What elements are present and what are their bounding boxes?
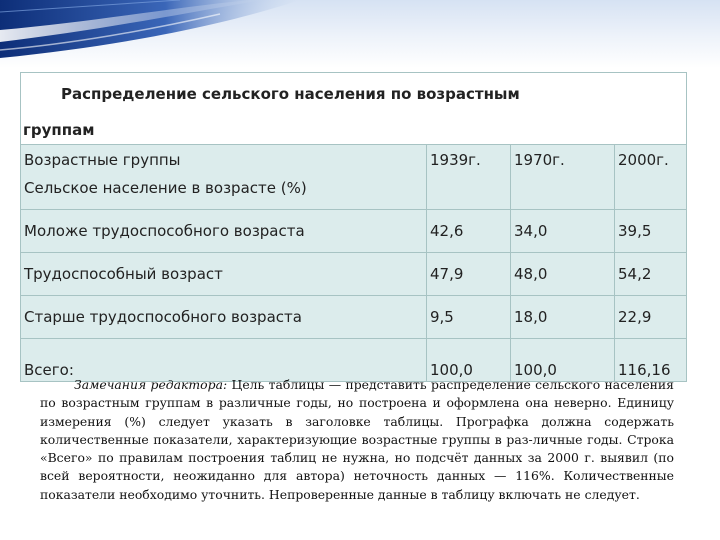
cell-value: 54,2 <box>615 253 687 296</box>
table-title-line2: группам <box>23 121 95 139</box>
cell-value: 22,9 <box>615 296 687 339</box>
header-label: Возрастные группы <box>24 151 181 169</box>
cell-value: 42,6 <box>427 210 511 253</box>
editor-note <box>40 376 674 504</box>
header-sublabel: Сельское население в возрасте (%) <box>24 179 307 197</box>
cell-value: 116,16 <box>615 339 687 382</box>
cell-value: 100,0 <box>427 339 511 382</box>
header-label-cell <box>21 145 427 210</box>
cell-value: 48,0 <box>511 253 615 296</box>
cell-value: 34,0 <box>511 210 615 253</box>
row-label: Трудоспособный возраст <box>21 253 427 296</box>
table-title-line1: Распределение сельского населения по возрастным <box>61 85 520 103</box>
cell-value: 100,0 <box>511 339 615 382</box>
rural-population-table <box>20 72 687 382</box>
table-header-row <box>21 145 687 210</box>
header-year-1939: 1939г. <box>427 145 511 210</box>
editor-note-text: Цель таблицы — представить распределение сельского населения по возрастным группам в различные годы, но построена и оформлена она неверно. Единицу измерения (%) следует указать в заголовке таблицы. Прографка должна содержать количественные показатели, характеризующие возрастные группы в раз-личные годы. Строка «Всего» по правилам построения таблиц не нужна, но подсчёт данных за 2000 г. выявил (по всей вероятности, неожиданно для автора) неточность данных — 116%. Количественные показатели необходимо уточнить. Непроверенные данные в таблицу включать не следует. <box>40 377 674 502</box>
row-label: Старше трудоспособного возраста <box>21 296 427 339</box>
row-label: Всего: <box>21 339 427 382</box>
row-label: Моложе трудоспособного возраста <box>21 210 427 253</box>
table-row <box>21 296 687 339</box>
cell-value: 39,5 <box>615 210 687 253</box>
header-banner <box>0 0 720 68</box>
header-year-1970: 1970г. <box>511 145 615 210</box>
table-row <box>21 253 687 296</box>
table-title <box>21 73 687 145</box>
header-year-2000: 2000г. <box>615 145 687 210</box>
banner-swoosh-graphic <box>0 0 720 68</box>
cell-value: 9,5 <box>427 296 511 339</box>
cell-value: 18,0 <box>511 296 615 339</box>
cell-value: 47,9 <box>427 253 511 296</box>
editor-note-lead: Замечания редактора: <box>74 377 228 392</box>
table-row <box>21 210 687 253</box>
